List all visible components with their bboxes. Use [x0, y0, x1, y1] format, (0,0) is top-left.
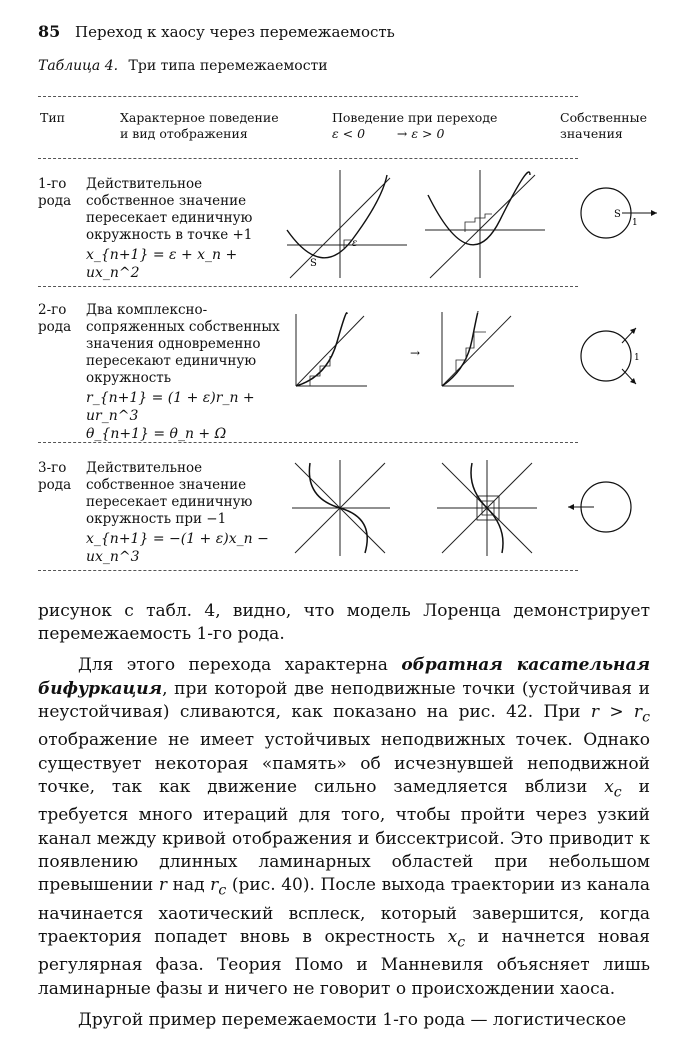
table-caption-label: Таблица 4.: [38, 58, 119, 74]
p2-over: над: [167, 875, 211, 896]
paragraph-1: [38, 600, 650, 646]
p2-part-e: (рис. 40). После выхода траектории из канала начинается хаотический всплеск, который завершится, когда траектория попадет вновь в окрестность: [38, 875, 651, 947]
row2-type: [38, 302, 71, 336]
p2-part-a: Для этого перехода характерна: [78, 655, 402, 676]
paragraph-3-text: Другой пример перемежаемости 1-го рода — логистическое: [78, 1009, 627, 1030]
row1-s-label: S: [310, 258, 317, 269]
col-header-eigen-line1: Собственные: [560, 110, 647, 125]
row2-description: [86, 302, 286, 443]
row2-type-line2: рода: [38, 319, 72, 335]
row1-type-line1: 1-го: [38, 176, 67, 192]
row3-map-after: [432, 458, 542, 558]
p2-rc: r: [633, 701, 643, 722]
row2-rule: [38, 442, 578, 443]
col-header-eigen-line2: значения: [560, 126, 623, 141]
running-title: Переход к хаосу через перемежаемость: [75, 23, 395, 41]
row2-map-after: [436, 310, 516, 394]
row3-map-before: [290, 458, 400, 558]
p2-x2: x: [447, 926, 458, 947]
body-text: [38, 600, 650, 1032]
col-header-transition: [332, 110, 497, 142]
row1-type-line2: рода: [38, 193, 72, 209]
row1-description: [86, 176, 282, 282]
row2-formula2: [86, 425, 286, 443]
row3-desc-text: Действительное собственное значение пересекает единичную окружность при −1: [86, 460, 253, 527]
table-caption: [38, 58, 328, 74]
row1-rule: [38, 286, 578, 287]
p2-c-sub: c: [642, 709, 650, 726]
col-header-eigen: [560, 110, 647, 142]
p2-r: r: [590, 701, 599, 722]
p2-c3-sub: c: [218, 882, 227, 899]
table-top-rule: [38, 96, 578, 97]
col-header-type-text: Тип: [40, 110, 65, 125]
p2-emphasis: обратная касательная бифуркация: [38, 655, 650, 699]
row3-type: [38, 460, 71, 494]
row1-map-after: [420, 170, 550, 280]
row2-type-line1: 2-го: [38, 302, 67, 318]
paragraph-2: [38, 654, 650, 1000]
row2-arrow-glyph: →: [410, 346, 421, 360]
p2-c2-sub: c: [613, 784, 622, 801]
row2-formula2-text: θ_{n+1} = θ_n + Ω: [86, 426, 227, 442]
row1-eigen-s-label: S: [614, 209, 621, 220]
row3-formula: [86, 530, 282, 566]
row1-map-before: [282, 170, 412, 280]
row1-desc-text: Действительное собственное значение пересекает единичную окружность в точке +1: [86, 176, 253, 243]
col-header-type: [40, 110, 65, 126]
row1-eigen-one-label: 1: [632, 218, 638, 228]
p2-part-b: , при которой две неподвижные точки (устойчивая и неустойчивая) сливаются, как показано на рис. 42. При: [38, 678, 650, 722]
col-header-transition-line2: ε < 0 → ε > 0: [332, 126, 445, 141]
row3-type-line1: 3-го: [38, 460, 67, 476]
row2-formula1-text: r_{n+1} = (1 + ε)r_n + ur_n^3: [86, 390, 255, 424]
col-header-transition-line1: Поведение при переходе: [332, 110, 498, 125]
p2-r3: r: [210, 875, 219, 896]
p2-r2: r: [158, 875, 167, 896]
row2-eigen-one-label: 1: [634, 353, 640, 363]
paragraph-1-text: рисунок с табл. 4, видно, что модель Лоренца демонстрирует перемежаемость 1-го рода.: [38, 601, 650, 645]
row2-desc-text: Два комплексно-сопряженных собственных значения одновременно пересекают единичную окружность: [86, 302, 280, 386]
row1-type: [38, 176, 71, 210]
running-header: [38, 22, 395, 41]
page-number: 85: [38, 22, 61, 41]
row3-description: [86, 460, 282, 566]
row2-map-before: [292, 312, 372, 394]
row3-formula-text: x_{n+1} = −(1 + ε)x_n − ux_n^3: [86, 531, 269, 565]
p2-part-c: отображение не имеет устойчивых неподвижных точек. Однако существует некоторая «память» об исчезнувшей неподвижной точке, так как движение сильно замедляется вблизи: [38, 730, 650, 797]
table-bottom-rule: [38, 570, 578, 571]
p2-part-f: и начнется новая регулярная фаза. Теория Помо и Манневиля объясняет лишь ламинарные фазы и ничего не говорит о происхождении хаоса.: [38, 926, 650, 999]
col-header-behavior: [120, 110, 279, 142]
table-header-rule: [38, 158, 578, 159]
row1-eps-label: ε: [352, 238, 358, 249]
row3-type-line2: рода: [38, 477, 72, 493]
col-header-behavior-line2: и вид отображения: [120, 126, 248, 141]
col-header-behavior-line1: Характерное поведение: [120, 110, 279, 125]
row1-eigen-circle: [572, 175, 662, 255]
row3-eigen-circle: [566, 472, 666, 542]
row2-formula1: [86, 389, 286, 425]
row2-arrow: [408, 346, 428, 360]
p2-xc: x: [604, 776, 614, 797]
p2-part-d: и требуется много итераций для того, чтобы пройти через узкий канал между кривой отображения и биссектрисой. Это приводит к появлению длинных ламинарных областей при небольшом превышении: [38, 776, 650, 896]
row1-formula: [86, 246, 282, 282]
paragraph-3: [38, 1009, 650, 1032]
row2-eigen-circle: [572, 318, 662, 398]
row1-formula-text: x_{n+1} = ε + x_n + ux_n^2: [86, 247, 238, 281]
p2-gt: >: [598, 701, 634, 722]
table-caption-text: Три типа перемежаемости: [128, 58, 328, 74]
p2-c4-sub: c: [457, 934, 466, 951]
